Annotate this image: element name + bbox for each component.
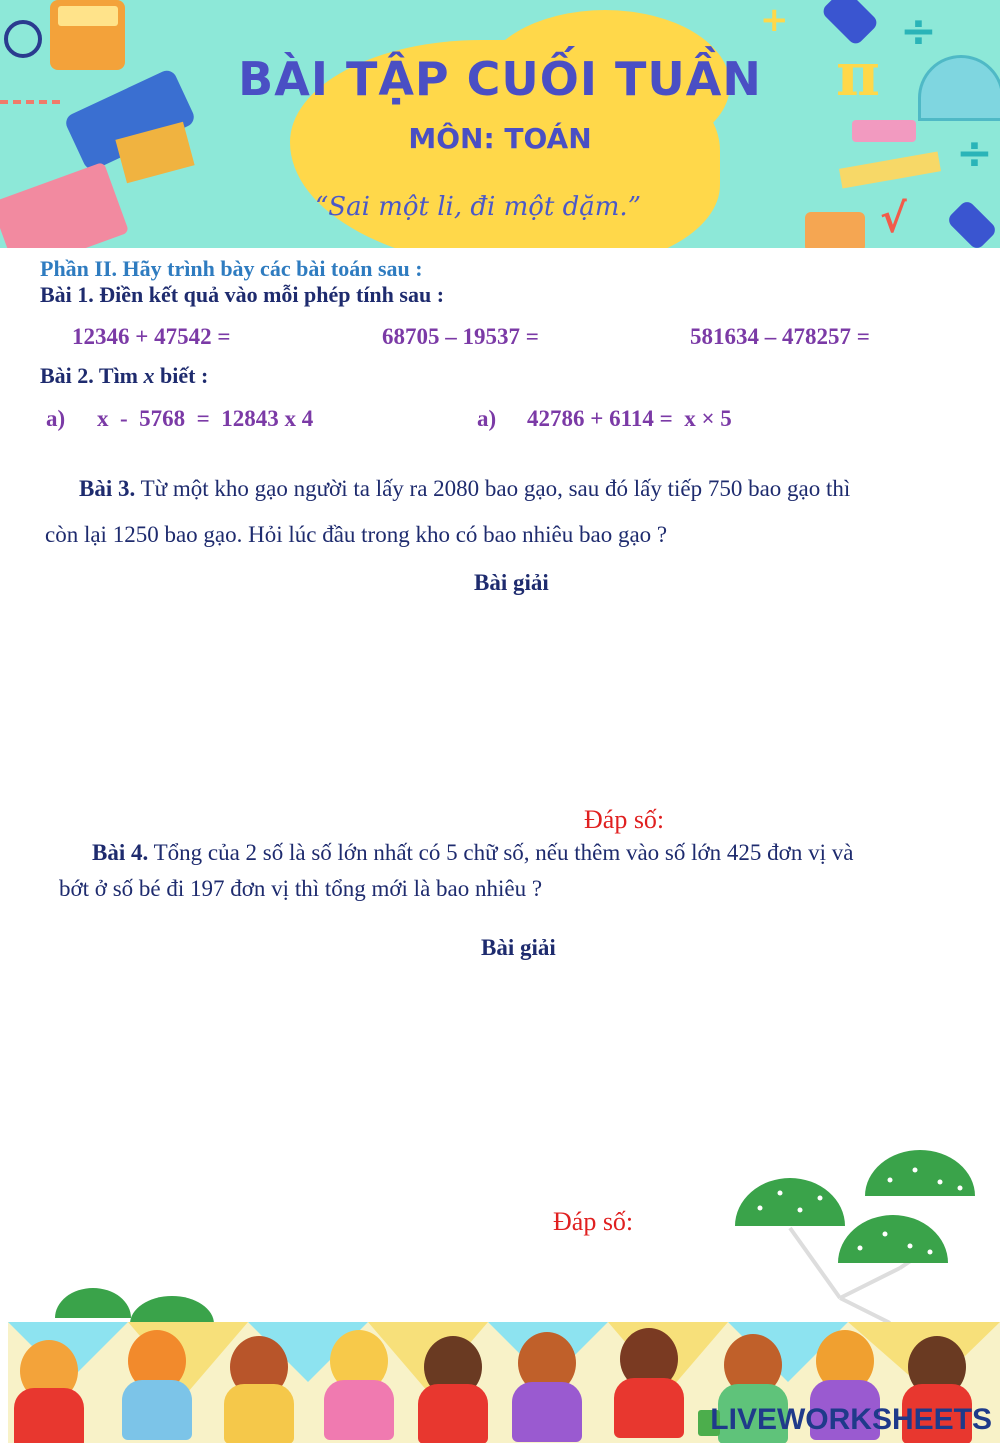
bai4-text — [59, 835, 989, 907]
bai2-title-prefix: Bài 2. Tìm — [40, 363, 144, 388]
bai1-title: Bài 1. Điền kết quả vào mỗi phép tính sau : — [40, 282, 445, 307]
bai3-label: Bài 3. — [79, 476, 136, 501]
bai3-text-line2: còn lại 1250 bao gạo. Hỏi lúc đầu trong kho có bao nhiêu bao gạo ? — [45, 522, 668, 547]
tree-canopy-1 — [735, 1178, 845, 1226]
bai2-title — [40, 363, 208, 389]
bai4-solution-label: Bài giải — [481, 935, 556, 960]
banner-subject: MÔN: TOÁN — [408, 122, 592, 155]
banner-quote: “Sai một li, đi một dặm.” — [315, 192, 641, 222]
calculator-screen — [58, 6, 118, 26]
sqrt-icon: √ — [880, 196, 907, 242]
kid-body — [324, 1380, 394, 1440]
kid-body — [614, 1378, 684, 1438]
bai3-text-line1: Từ một kho gạo người ta lấy ra 2080 bao gạo, sau đó lấy tiếp 750 bao gạo thì — [135, 476, 851, 501]
bai2-title-suffix: biết : — [154, 363, 209, 388]
bai1-expression-2: 68705 – 19537 = — [382, 324, 539, 349]
pi-icon: π — [836, 40, 880, 110]
ruler-icon — [839, 151, 941, 188]
bai2-item-b-label: a) — [477, 406, 497, 431]
banner-title: BÀI TẬP CUỐI TUẦN — [238, 52, 762, 106]
divide-icon: ÷ — [900, 6, 937, 57]
liveworksheets-watermark[interactable]: LIVEWORKSHEETS — [710, 1403, 992, 1436]
divide-icon-2: ÷ — [956, 128, 993, 179]
kid-body — [14, 1388, 84, 1443]
bai2-item-a-expression: x - 5768 = 12843 x 4 — [97, 406, 314, 431]
bai4-text-line2: bớt ở số bé đi 197 đơn vị thì tổng mới là bao nhiêu ? — [59, 876, 543, 901]
bai4-text-line1: Tổng của 2 số là số lớn nhất có 5 chữ số, nếu thêm vào số lớn 425 đơn vị và — [148, 840, 854, 865]
tree-canopy-3 — [838, 1215, 948, 1263]
kid-body — [224, 1384, 294, 1443]
section-title: Phần II. Hãy trình bày các bài toán sau : — [40, 256, 423, 281]
bai4-label: Bài 4. — [92, 840, 149, 865]
bai3-answer-label: Đáp số: — [584, 805, 665, 834]
bai3-solution-label: Bài giải — [474, 570, 549, 595]
bai2-title-var: x — [143, 363, 155, 388]
bai2-item-a-label: a) — [46, 406, 66, 431]
header-banner — [0, 0, 1000, 248]
plus-icon: + — [760, 0, 789, 40]
bai1-expression-1: 12346 + 47542 = — [72, 324, 231, 349]
kid-body — [512, 1382, 582, 1442]
trees-decoration — [730, 1148, 980, 1323]
bai1-expression-3: 581634 – 478257 = — [690, 324, 870, 349]
kid-body — [418, 1384, 488, 1443]
kid-body — [122, 1380, 192, 1440]
bai4-answer-label: Đáp số: — [553, 1207, 634, 1236]
bushes-decoration — [50, 1278, 220, 1324]
bai2-item-b-expression: 42786 + 6114 = x × 5 — [527, 406, 732, 431]
bai3-text — [45, 466, 975, 558]
